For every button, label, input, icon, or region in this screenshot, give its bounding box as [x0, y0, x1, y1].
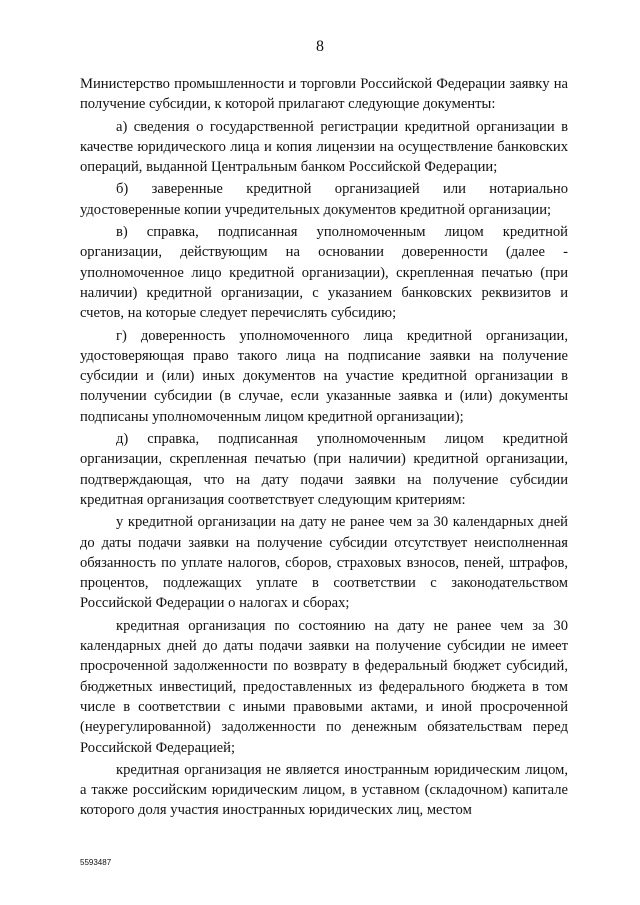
paragraph-item-v: в) справка, подписанная уполномоченным лицом кредитной организации, действующим на основании доверенности (далее - уполномоченное лицо кредитной организации), скрепленная печатью (при наличии) кредитной организации, с указанием банковских реквизитов и счетов, на которые следует перечислять субсидию; [80, 224, 568, 322]
paragraph-criterion-foreign: кредитная организация не является иностранным юридическим лицом, а также российским юридическим лицом, в уставном (складочном) капитале которого доля участия иностранных юридических лиц, местом [80, 761, 568, 819]
paragraph-criterion-taxes: у кредитной организации на дату не ранее чем за 30 календарных дней до даты подачи заявки на получение субсидии отсутствует неисполненная обязанность по уплате налогов, сборов, страховых взносов, пеней, штрафов, процентов, подлежащих уплате в соответствии с законодательством Российской Федерации о налогах и сборах; [80, 514, 568, 612]
paragraph-item-g: г) доверенность уполномоченного лица кредитной организации, удостоверяющая право такого лица на подписание заявки на получение субсидии и (или) иных документов на участие кредитной организации в получении субсидии (в случае, если указанные заявка и (или) документы подписаны уполномоченным лицом кредитной организации); [80, 327, 568, 425]
page-number: 8 [316, 38, 324, 55]
paragraph-item-a: а) сведения о государственной регистрации кредитной организации в качестве юридического лица и копия лицензии на осуществление банковских операций, выданной Центральным банком Российской Федерации; [80, 118, 568, 176]
paragraph-item-d: д) справка, подписанная уполномоченным лицом кредитной организации, скрепленная печатью (при наличии) кредитной организации, подтверждающая, что на дату подачи заявки на получение субсидии кредитная организация соответствует следующим критериям: [80, 431, 568, 508]
paragraph-criterion-debt: кредитная организация по состоянию на дату не ранее чем за 30 календарных дней до даты подачи заявки на получение субсидии не имеет просроченной задолженности по возврату в федеральный бюджет субсидий, бюджетных инвестиций, предоставленных из федерального бюджета в том числе в соответствии с иными правовыми актами, и иной просроченной (неурегулированной) задолженности по денежным обязательствам перед Российской Федерацией; [80, 617, 568, 756]
paragraph-intro: Министерство промышленности и торговли Российской Федерации заявку на получение субсидии, к которой прилагают следующие документы: [80, 76, 568, 113]
paragraph-item-b: б) заверенные кредитной организацией или нотариально удостоверенные копии учредительных документов кредитной организации; [80, 181, 568, 218]
footer-document-code: 5593487 [80, 858, 112, 867]
document-body [80, 74, 568, 823]
